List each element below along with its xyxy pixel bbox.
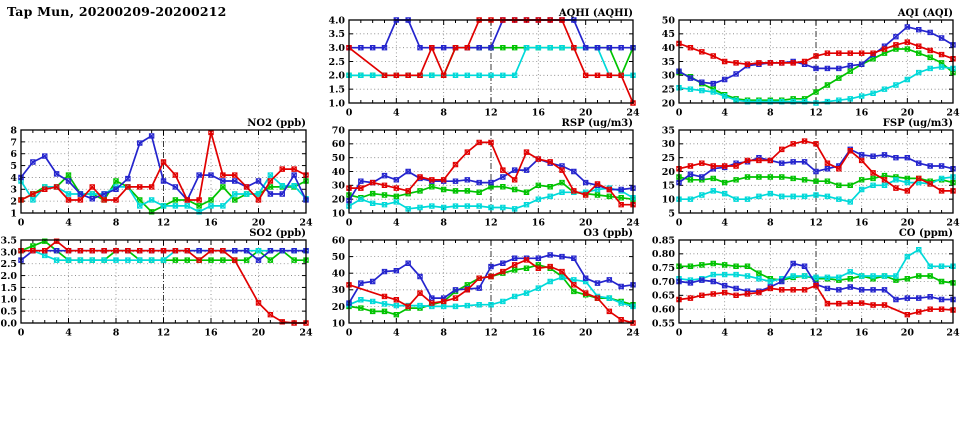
- x-tick-label: 8: [440, 217, 447, 229]
- x-tick-label: 4: [393, 217, 400, 229]
- x-tick-label: 0: [675, 217, 683, 229]
- y-tick-label: 7: [10, 137, 17, 149]
- x-tick-label: 20: [900, 107, 914, 119]
- x-tick-label: 12: [484, 327, 498, 339]
- x-tick-label: 24: [626, 327, 640, 339]
- x-axis-labels: [18, 328, 313, 339]
- x-tick-label: 24: [626, 217, 640, 229]
- x-tick-label: 0: [345, 107, 353, 119]
- x-tick-label: 16: [531, 217, 545, 229]
- x-tick-label: 8: [767, 327, 774, 339]
- y-tick-label: 10: [661, 194, 675, 206]
- x-tick-label: 0: [17, 327, 25, 339]
- x-axis-labels: [676, 108, 960, 119]
- y-tick-label: 5: [10, 160, 17, 172]
- y-tick-label: 60: [331, 139, 345, 151]
- y-tick-label: 50: [331, 153, 345, 165]
- x-tick-label: 12: [484, 217, 498, 229]
- y-tick-label: 20: [331, 301, 345, 313]
- y-tick-label: 20: [661, 166, 675, 178]
- y-tick-label: 0.75: [651, 263, 675, 275]
- chart-title: CO (ppm): [898, 228, 953, 239]
- x-tick-label: 20: [579, 107, 593, 119]
- chart-fsp: [662, 118, 960, 229]
- y-axis-labels: [662, 15, 676, 109]
- x-tick-label: 24: [299, 217, 313, 229]
- x-tick-label: 16: [855, 217, 869, 229]
- y-tick-label: 10: [331, 208, 345, 220]
- y-tick-label: 25: [661, 84, 675, 96]
- y-tick-label: 20: [661, 98, 675, 110]
- chart-title: SO2 (ppb): [249, 228, 306, 239]
- x-tick-label: 0: [345, 217, 353, 229]
- x-tick-label: 20: [251, 217, 266, 229]
- y-tick-label: 30: [331, 285, 345, 297]
- x-tick-label: 0: [345, 327, 353, 339]
- x-axis-labels: [346, 218, 640, 229]
- y-tick-label: 0.65: [651, 290, 675, 302]
- x-tick-label: 20: [579, 327, 593, 339]
- x-tick-label: 12: [809, 107, 823, 119]
- y-tick-label: 1: [10, 208, 17, 220]
- x-tick-label: 20: [579, 217, 593, 229]
- x-tick-label: 4: [393, 107, 400, 119]
- chart-title: AQI (AQI): [897, 8, 953, 19]
- x-tick-label: 8: [112, 327, 120, 339]
- y-tick-label: 1.0: [328, 98, 345, 110]
- x-tick-label: 8: [767, 107, 774, 119]
- chart-title: FSP (ug/m3): [882, 118, 953, 129]
- x-tick-label: 4: [721, 107, 728, 119]
- x-tick-label: 16: [855, 107, 869, 119]
- gridlines: [679, 240, 953, 323]
- x-tick-label: 24: [299, 327, 313, 339]
- y-tick-label: 0.55: [651, 318, 675, 330]
- y-axis-labels: [0, 235, 17, 329]
- y-tick-label: 45: [661, 29, 675, 41]
- y-tick-label: 40: [331, 166, 345, 178]
- x-tick-label: 16: [531, 107, 545, 119]
- x-tick-label: 24: [946, 327, 960, 339]
- x-tick-label: 20: [900, 327, 914, 339]
- x-tick-label: 0: [675, 327, 683, 339]
- y-tick-label: 3: [10, 184, 17, 196]
- chart-aqhi: [328, 8, 640, 119]
- y-tick-label: 15: [661, 180, 675, 192]
- x-tick-label: 12: [484, 107, 498, 119]
- y-axis-labels: [328, 15, 345, 109]
- x-tick-label: 12: [156, 327, 171, 339]
- x-tick-label: 12: [809, 217, 823, 229]
- gridlines: [21, 130, 306, 213]
- y-tick-label: 3.5: [0, 235, 17, 247]
- x-tick-label: 16: [855, 327, 869, 339]
- y-tick-label: 70: [331, 125, 345, 137]
- x-tick-label: 12: [156, 217, 171, 229]
- x-tick-label: 8: [440, 327, 447, 339]
- x-tick-label: 24: [626, 107, 640, 119]
- gridlines: [679, 20, 953, 103]
- y-tick-label: 2: [10, 196, 17, 208]
- y-axis-labels: [10, 125, 17, 219]
- y-tick-label: 30: [661, 70, 675, 82]
- x-axis-labels: [676, 218, 960, 229]
- y-axis-labels: [332, 125, 346, 219]
- x-axis-labels: [346, 108, 640, 119]
- x-tick-label: 4: [65, 217, 72, 229]
- x-tick-label: 8: [112, 217, 120, 229]
- x-axis-labels: [346, 328, 640, 339]
- x-tick-label: 20: [251, 327, 266, 339]
- y-tick-label: 0.70: [651, 276, 675, 288]
- y-tick-label: 4.0: [328, 15, 345, 27]
- y-tick-label: 2.0: [328, 70, 345, 82]
- x-axis-labels: [18, 218, 313, 229]
- y-tick-label: 0.0: [0, 318, 17, 330]
- y-tick-label: 10: [331, 318, 345, 330]
- y-tick-label: 2.0: [0, 270, 17, 282]
- chart-title: NO2 (ppb): [247, 118, 306, 129]
- page-title: Tap Mun, 20200209-20200212: [7, 4, 227, 19]
- chart-title: AQHI (AQHI): [558, 8, 633, 19]
- y-tick-label: 50: [331, 252, 345, 263]
- x-tick-label: 4: [721, 327, 728, 339]
- x-tick-label: 4: [721, 217, 728, 229]
- y-axis-labels: [662, 125, 676, 219]
- chart-co: [652, 228, 960, 339]
- y-tick-label: 25: [661, 153, 675, 165]
- x-tick-label: 0: [675, 107, 683, 119]
- y-tick-label: 0.80: [651, 249, 675, 261]
- y-tick-label: 4: [10, 172, 17, 184]
- x-axis-labels: [676, 328, 960, 339]
- y-tick-label: 40: [661, 43, 675, 55]
- chart-rsp: [332, 118, 640, 229]
- y-tick-label: 50: [661, 15, 675, 27]
- x-tick-label: 20: [900, 217, 914, 229]
- y-tick-label: 3.0: [0, 247, 17, 259]
- y-tick-label: 2.5: [0, 259, 17, 271]
- y-axis-labels: [332, 235, 346, 329]
- y-tick-label: 0.85: [651, 235, 675, 247]
- x-tick-label: 16: [204, 327, 218, 339]
- y-tick-label: 0.60: [651, 304, 675, 316]
- chart-aqi: [662, 8, 960, 119]
- y-tick-label: 1.5: [328, 84, 345, 96]
- x-tick-label: 24: [946, 107, 960, 119]
- chart-title: O3 (ppb): [583, 228, 633, 239]
- gridlines: [349, 240, 633, 323]
- y-tick-label: 30: [331, 180, 345, 192]
- y-tick-label: 2.5: [328, 56, 345, 68]
- chart-title: RSP (ug/m3): [561, 118, 633, 129]
- y-tick-label: 8: [10, 125, 17, 137]
- y-tick-label: 35: [661, 125, 675, 137]
- chart-o3: [332, 228, 640, 339]
- y-tick-label: 0.5: [0, 306, 17, 318]
- x-tick-label: 8: [440, 107, 447, 119]
- y-tick-label: 1.5: [0, 282, 17, 294]
- y-tick-label: 3.0: [328, 43, 345, 55]
- x-tick-label: 12: [809, 327, 823, 339]
- x-tick-label: 4: [393, 327, 400, 339]
- chart-no2: [10, 118, 313, 229]
- x-tick-label: 24: [946, 217, 960, 229]
- y-axis-labels: [652, 235, 676, 329]
- x-tick-label: 16: [531, 327, 545, 339]
- y-tick-label: 1.0: [0, 294, 17, 306]
- y-tick-label: 20: [331, 194, 345, 206]
- y-tick-label: 40: [331, 268, 345, 280]
- y-tick-label: 30: [661, 139, 675, 151]
- x-tick-label: 4: [65, 327, 72, 339]
- x-tick-label: 16: [204, 217, 218, 229]
- y-tick-label: 3.5: [328, 29, 345, 41]
- y-tick-label: 5: [668, 208, 675, 220]
- y-tick-label: 60: [331, 235, 345, 247]
- x-tick-label: 0: [17, 217, 25, 229]
- y-tick-label: 35: [661, 56, 675, 68]
- chart-so2: [0, 228, 313, 339]
- y-tick-label: 6: [10, 149, 17, 161]
- x-tick-label: 8: [767, 217, 774, 229]
